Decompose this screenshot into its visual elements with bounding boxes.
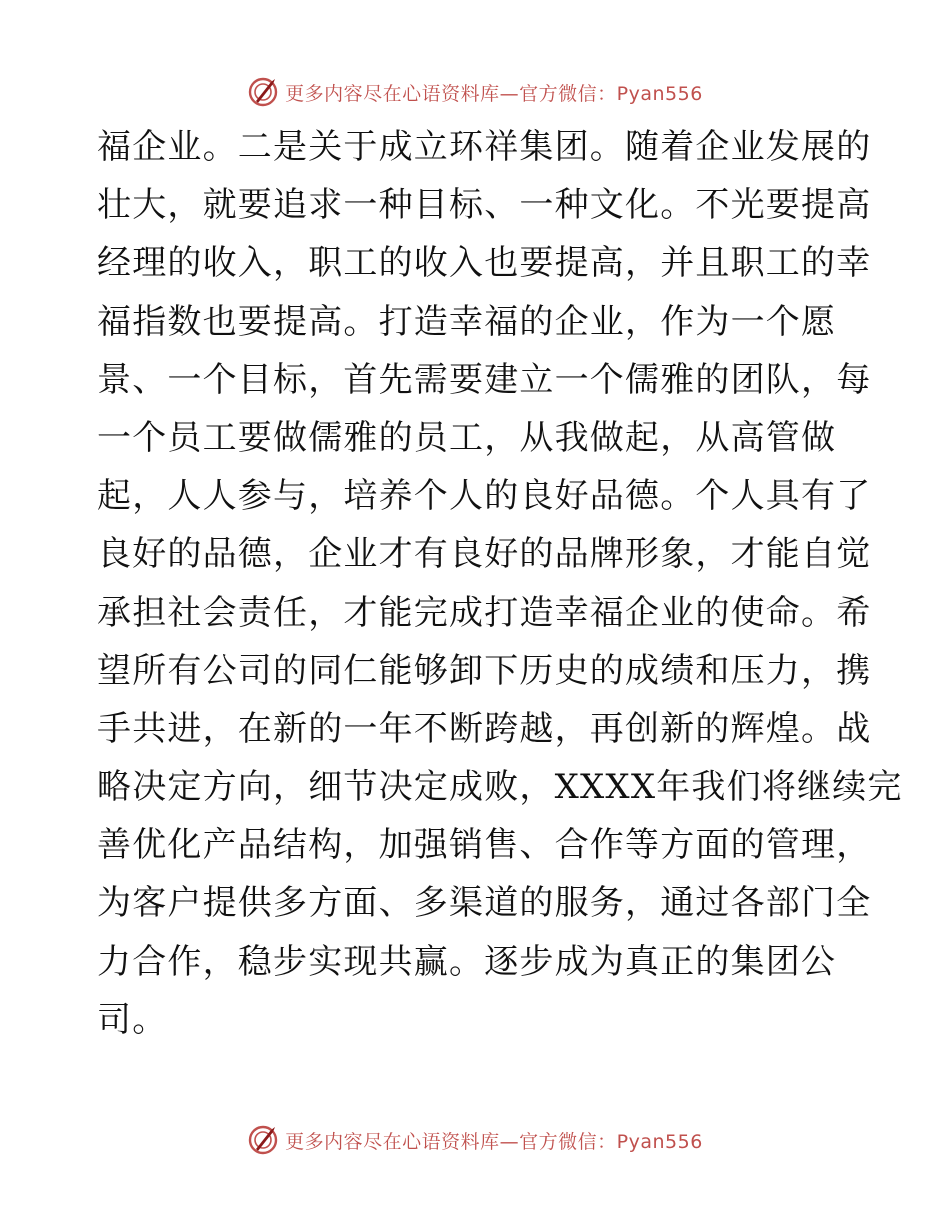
header-banner bbox=[0, 72, 950, 112]
text-line: 手共进，在新的一年不断跨越，再创新的辉煌。战 bbox=[97, 708, 872, 749]
text-line: 善优化产品结构，加强销售、合作等方面的管理， bbox=[97, 825, 872, 866]
text-line: 壮大，就要追求一种目标、一种文化。不光要提高 bbox=[97, 185, 872, 226]
text-line: 良好的品德，企业才有良好的品牌形象，才能自觉 bbox=[97, 534, 872, 575]
footer-banner bbox=[0, 1120, 950, 1160]
text-line: 景、一个目标，首先需要建立一个儒雅的团队，每 bbox=[97, 359, 872, 400]
text-line: 为客户提供多方面、多渠道的服务，通过各部门全 bbox=[97, 883, 872, 924]
text-line: 司。 bbox=[97, 999, 168, 1040]
text-line: 起，人人参与，培养个人的良好品德。个人具有了 bbox=[97, 476, 872, 517]
quill-pen-logo-icon bbox=[247, 76, 279, 108]
text-line: 承担社会责任，才能完成打造幸福企业的使命。希 bbox=[97, 592, 872, 633]
text-line: 力合作，稳步实现共赢。逐步成为真正的集团公 bbox=[97, 941, 837, 982]
document-body bbox=[97, 118, 903, 1049]
text-line: 略决定方向，细节决定成败，XXXX年我们将继续完 bbox=[97, 767, 903, 808]
quill-pen-logo-icon bbox=[247, 1124, 279, 1156]
footer-banner-text: 更多内容尽在心语资料库—官方微信：Pyan556 bbox=[285, 1130, 703, 1153]
header-banner-text: 更多内容尽在心语资料库—官方微信：Pyan556 bbox=[285, 82, 703, 105]
text-line: 福企业。二是关于成立环祥集团。随着企业发展的 bbox=[97, 127, 872, 167]
text-line: 一个员工要做儒雅的员工，从我做起，从高管做 bbox=[97, 417, 837, 458]
text-line: 经理的收入，职工的收入也要提高，并且职工的幸 bbox=[97, 243, 872, 284]
text-line: 望所有公司的同仁能够卸下历史的成绩和压力，携 bbox=[97, 650, 872, 691]
text-line: 福指数也要提高。打造幸福的企业，作为一个愿 bbox=[97, 301, 837, 342]
